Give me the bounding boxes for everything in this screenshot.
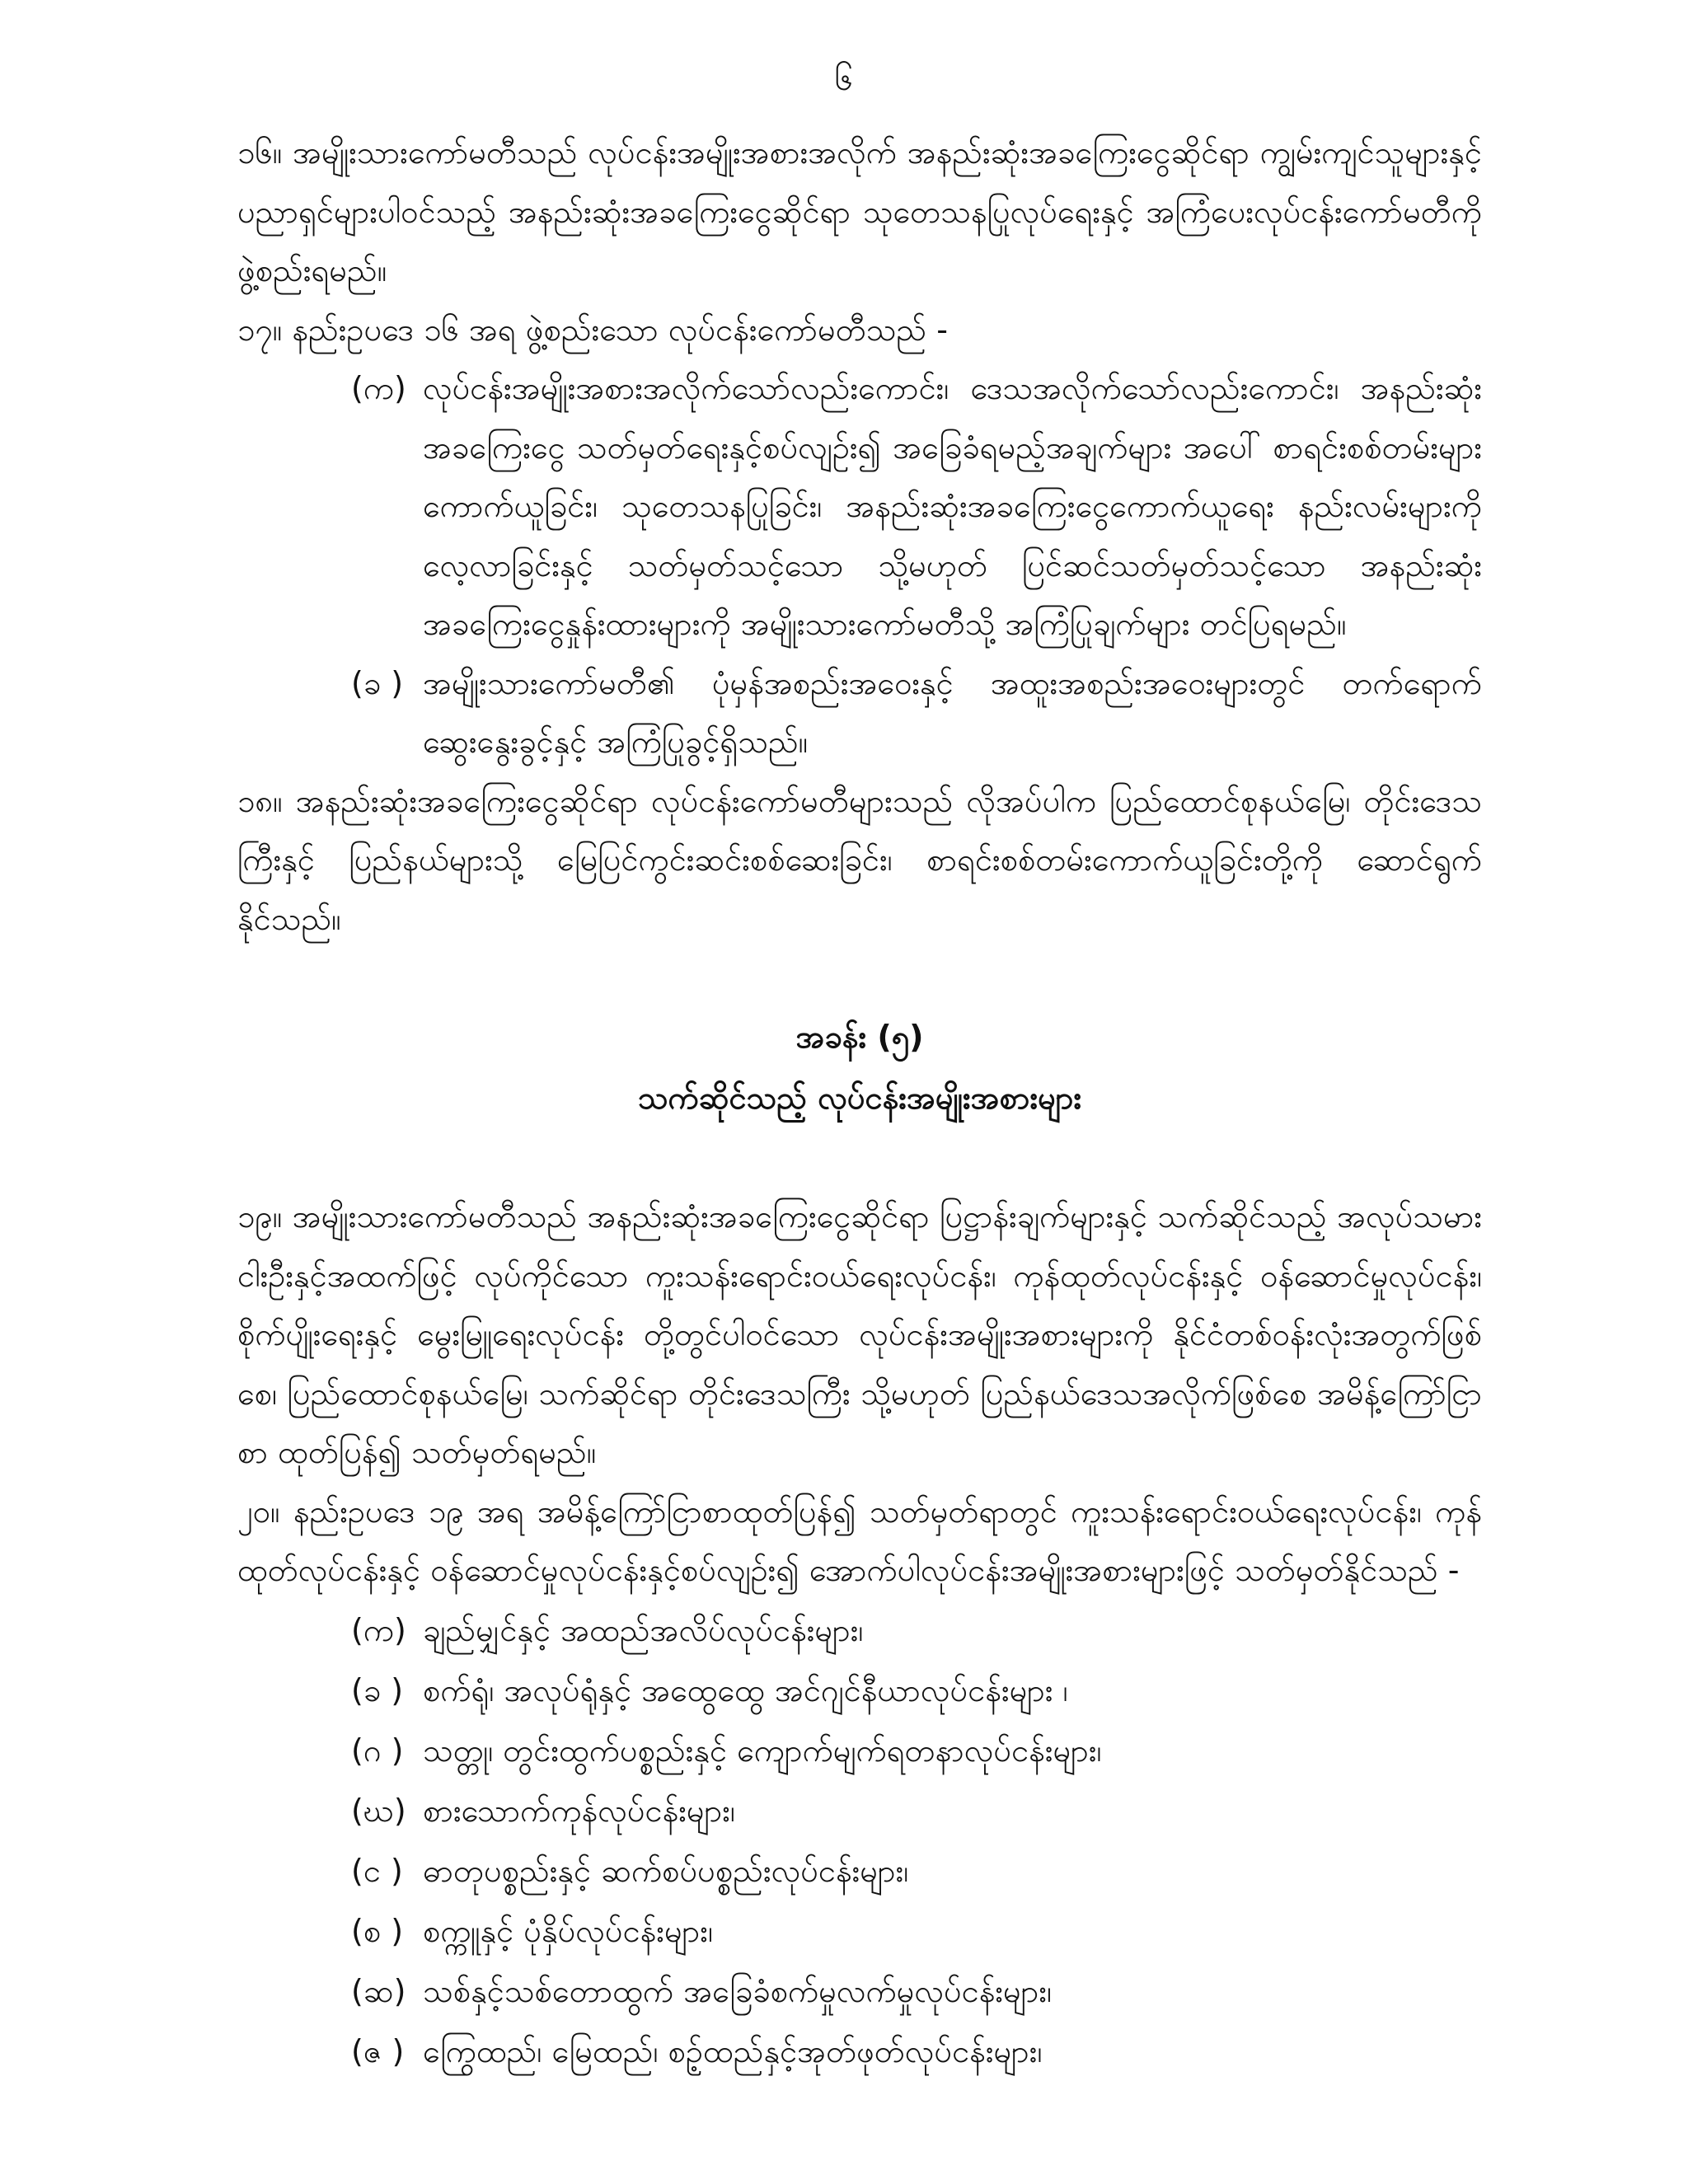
chapter-heading xyxy=(237,1006,1482,1128)
list-item-label: (စ ) xyxy=(351,1912,404,1949)
list-item xyxy=(237,2022,1482,2082)
list-item xyxy=(237,1781,1482,1841)
chapter-title: သက်ဆိုင်သည့် လုပ်ငန်းအမျိုးအစားများ xyxy=(637,1080,1082,1116)
list-item xyxy=(237,359,1482,654)
list-item-label: (ခ ) xyxy=(351,1671,404,1708)
document-body xyxy=(237,124,1482,2082)
list-item-label: (ဇ ) xyxy=(351,2032,405,2069)
list-item-label: (ဆ) xyxy=(351,1972,406,2009)
list-item-text: လုပ်ငန်းအမျိုးအစားအလိုက်သော်လည်းကောင်း၊ ဒေသအလိုက်သော်လည်းကောင်း၊ အနည်းဆုံးအခကြေးငွေ သတ်မှတ်ရေးနှင့်စပ်လျဉ်း၍ အခြေခံရမည့်အချက်များ အပေါ် စာရင်းစစ်တမ်းများကောက်ယူခြင်း၊ သုတေသနပြုခြင်း၊ အနည်းဆုံးအခကြေးငွေကောက်ယူရေး နည်းလမ်းများကို လေ့လာခြင်းနှင့် သတ်မှတ်သင့်သော သို့မဟုတ် ပြင်ဆင်သတ်မှတ်သင့်သော အနည်းဆုံးအခကြေးငွေနှုန်းထားများကို အမျိုးသားကော်မတီသို့ အကြံပြုချက်များ တင်ပြရမည်။ xyxy=(423,370,1482,642)
paragraph-20: ၂၀။ နည်းဥပဒေ ၁၉ အရ အမိန့်ကြော်ငြာစာထုတ်ပြန်၍ သတ်မှတ်ရာတွင် ကူးသန်းရောင်းဝယ်ရေးလုပ်ငန်း၊ ကုန်ထုတ်လုပ်ငန်းနှင့် ဝန်ဆောင်မှုလုပ်ငန်းနှင့်စပ်လျဉ်း၍ အောက်ပါလုပ်ငန်းအမျိုးအစားများဖြင့် သတ်မှတ်နိုင်သည် - xyxy=(237,1493,1482,1588)
list-item-text: သစ်နှင့်သစ်တောထွက် အခြေခံစက်မှုလက်မှုလုပ်ငန်းများ၊ xyxy=(423,1972,1053,2009)
list-item-text: ကြွေထည်၊ မြေထည်၊ စဉ့်ထည်နှင့်အုတ်ဖုတ်လုပ်ငန်းများ၊ xyxy=(423,2032,1043,2069)
list-item xyxy=(237,1721,1482,1781)
list-item-label: (က) xyxy=(351,370,406,406)
list-item xyxy=(237,654,1482,772)
list-item xyxy=(237,1841,1482,1901)
list-item-text: အမျိုးသားကော်မတီ၏ ပုံမှန်အစည်းအဝေးနှင့် အထူးအစည်းအဝေးများတွင် တက်ရောက် ဆွေးနွေးခွင့်နှင့် အကြံပြုခွင့်ရှိသည်။ xyxy=(423,664,1482,760)
paragraph-17-list xyxy=(237,359,1482,772)
list-item-label: (ဃ) xyxy=(351,1792,406,1829)
list-item-label: (ဂ ) xyxy=(351,1732,404,1769)
list-item-label: (င ) xyxy=(351,1852,403,1889)
list-item-label: (ခ ) xyxy=(351,664,404,701)
paragraph-17: ၁၇။ နည်းဥပဒေ ၁၆ အရ ဖွဲ့စည်းသော လုပ်ငန်းကော်မတီသည် - xyxy=(237,311,948,348)
list-item xyxy=(237,1901,1482,1961)
list-item-text: ချည်မျှင်နှင့် အထည်အလိပ်လုပ်ငန်းများ၊ xyxy=(423,1611,864,1648)
list-item-text: စားသောက်ကုန်လုပ်ငန်းများ၊ xyxy=(423,1792,735,1829)
paragraph-16: ၁၆။ အမျိုးသားကော်မတီသည် လုပ်ငန်းအမျိုးအစားအလိုက် အနည်းဆုံးအခကြေးငွေဆိုင်ရာ ကျွမ်းကျင်သူများနှင့် ပညာရှင်များပါဝင်သည့် အနည်းဆုံးအခကြေးငွေဆိုင်ရာ သုတေသနပြုလုပ်ရေးနှင့် အကြံပေးလုပ်ငန်းကော်မတီကို ဖွဲ့စည်းရမည်။ xyxy=(237,134,1482,288)
list-item-text: စက်ရုံ၊ အလုပ်ရုံနှင့် အထွေထွေ အင်ဂျင်နီယာလုပ်ငန်းများ ၊ xyxy=(423,1671,1068,1708)
list-item xyxy=(237,1961,1482,2022)
list-item-text: သတ္တု၊ တွင်းထွက်ပစ္စည်းနှင့် ကျောက်မျက်ရတနာလုပ်ငန်းများ၊ xyxy=(423,1732,1102,1769)
paragraph-20-list xyxy=(237,1601,1482,2082)
chapter-number: အခန်း (၅) xyxy=(795,1019,924,1055)
list-item-label: (က) xyxy=(351,1611,406,1648)
list-item-text: ဓာတုပစ္စည်းနှင့် ဆက်စပ်ပစ္စည်းလုပ်ငန်းများ၊ xyxy=(423,1852,909,1889)
paragraph-19: ၁၉။ အမျိုးသားကော်မတီသည် အနည်းဆုံးအခကြေးငွေဆိုင်ရာ ပြဋ္ဌာန်းချက်များနှင့် သက်ဆိုင်သည့် အလုပ်သမားငါးဦးနှင့်အထက်ဖြင့် လုပ်ကိုင်သော ကူးသန်းရောင်းဝယ်ရေးလုပ်ငန်း၊ ကုန်ထုတ်လုပ်ငန်းနှင့် ဝန်ဆောင်မှုလုပ်ငန်း၊ စိုက်ပျိုးရေးနှင့် မွေးမြူရေးလုပ်ငန်း တို့တွင်ပါဝင်သော လုပ်ငန်းအမျိုးအစားများကို နိုင်ငံတစ်ဝန်းလုံးအတွက်ဖြစ်စေ၊ ပြည်ထောင်စုနယ်မြေ၊ သက်ဆိုင်ရာ တိုင်းဒေသကြီး သို့မဟုတ် ပြည်နယ်ဒေသအလိုက်ဖြစ်စေ အမိန့်ကြော်ငြာစာ ထုတ်ပြန်၍ သတ်မှတ်ရမည်။ xyxy=(237,1198,1482,1470)
page-number: ၆ xyxy=(834,60,854,98)
list-item-text: စက္ကူနှင့် ပုံနှိပ်လုပ်ငန်းများ၊ xyxy=(423,1912,713,1949)
list-item xyxy=(237,1661,1482,1721)
list-item xyxy=(237,1601,1482,1661)
paragraph-18: ၁၈။ အနည်းဆုံးအခကြေးငွေဆိုင်ရာ လုပ်ငန်းကော်မတီများသည် လိုအပ်ပါက ပြည်ထောင်စုနယ်မြေ၊ တိုင်းဒေသကြီးနှင့် ပြည်နယ်များသို့ မြေပြင်ကွင်းဆင်းစစ်ဆေးခြင်း၊ စာရင်းစစ်တမ်းကောက်ယူခြင်းတို့ကို ဆောင်ရွက်နိုင်သည်။ xyxy=(237,782,1482,937)
